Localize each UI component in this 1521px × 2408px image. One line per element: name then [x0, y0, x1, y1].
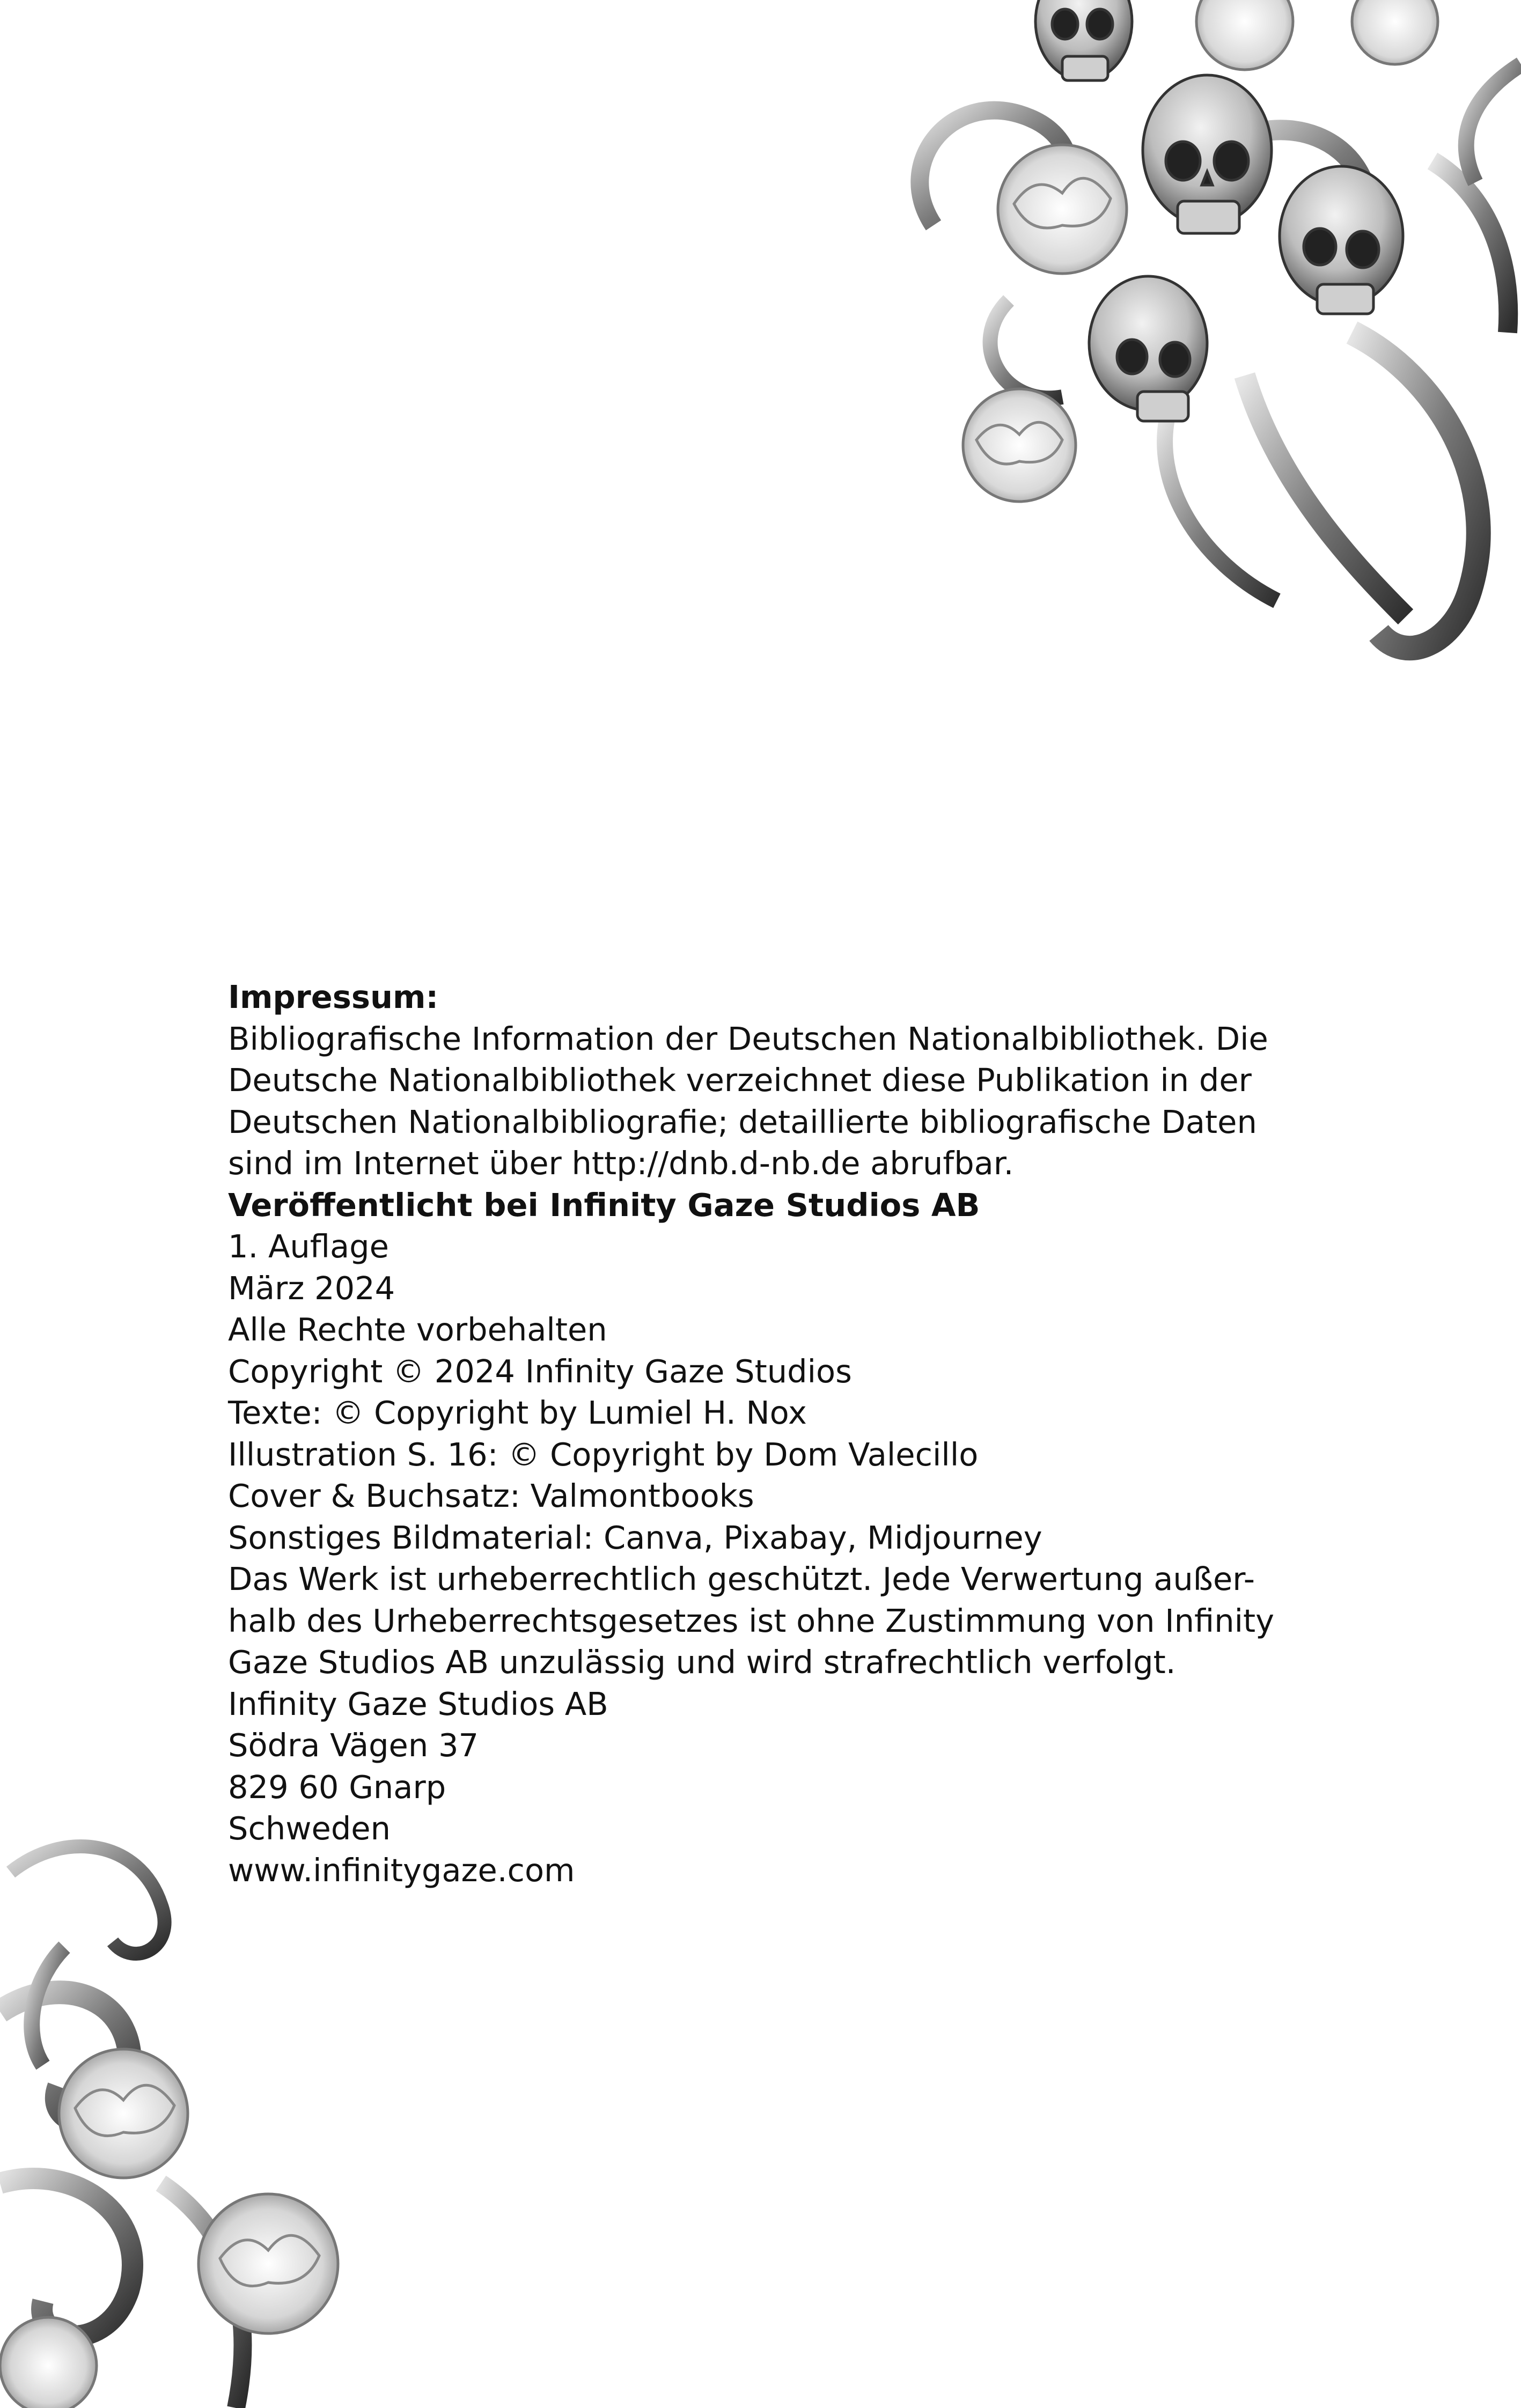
illustration-credit-line: Illustration S. 16: © Copyright by Dom Valecillo — [228, 1435, 979, 1473]
text-credit-line: Texte: © Copyright by Lumiel H. Nox — [228, 1394, 807, 1431]
rights-line: Alle Rechte vorbehalten — [228, 1311, 607, 1348]
legal-line: Das Werk ist urheberrechtlich geschützt. Jede Verwertung außer- — [228, 1560, 1255, 1597]
address-street: Södra Vägen 37 — [228, 1727, 479, 1764]
legal-line: Gaze Studios AB unzulässig und wird strafrechtlich verfolgt. — [228, 1644, 1176, 1681]
edition-line: 1. Auflage — [228, 1228, 389, 1265]
imprint-heading: Impressum: — [228, 978, 439, 1015]
copyright-line: Copyright © 2024 Infinity Gaze Studios — [228, 1352, 852, 1390]
dnb-line: sind im Internet über http://dnb.d-nb.de abrufbar. — [228, 1145, 1014, 1182]
address-city: 829 60 Gnarp — [228, 1768, 446, 1806]
cover-credit-line: Cover & Buchsatz: Valmontbooks — [228, 1477, 754, 1514]
dnb-line: Bibliografische Information der Deutschen Nationalbibliothek. Die — [228, 1020, 1268, 1057]
publisher-line: Veröffentlicht bei Infinity Gaze Studios AB — [228, 1186, 980, 1224]
address-country: Schweden — [228, 1810, 391, 1847]
image-credit-line: Sonstiges Bildmaterial: Canva, Pixabay, Midjourney — [228, 1519, 1042, 1556]
website-link[interactable]: www.infinitygaze.com — [228, 1851, 575, 1889]
legal-line: halb des Urheberrechtsgesetzes ist ohne Zustimmung von Infinity — [228, 1602, 1275, 1639]
date-line: März 2024 — [228, 1269, 395, 1307]
imprint-text — [228, 976, 1301, 1891]
address-company: Infinity Gaze Studios AB — [228, 1685, 608, 1722]
dnb-line: Deutschen Nationalbibliografie; detaillierte bibliografische Daten — [228, 1103, 1257, 1140]
dnb-line: Deutsche Nationalbibliothek verzeichnet diese Publikation in der — [228, 1062, 1252, 1099]
skulls-flowers-illustration — [869, 0, 1521, 681]
flowers-swirls-illustration — [0, 1808, 365, 2408]
